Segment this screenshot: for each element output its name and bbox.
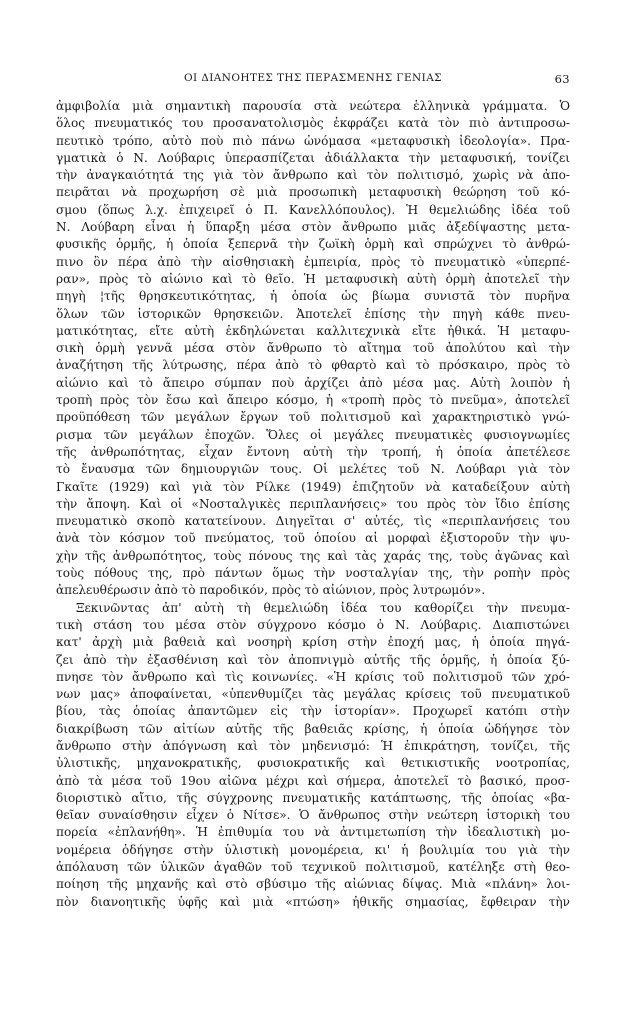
- text-line: ἀπόλαυση τῶν ὑλικῶν ἀγαθῶν τοῦ τεχνικοῦ πολιτισμοῦ, κατέληξε στὴ θεο-: [56, 860, 570, 875]
- text-line: ζει ἀπὸ τὴν ἐξασθένιση καὶ τὸν ἀποπνιγμὸ αὐτῆς τῆς ὁρμῆς, ἡ ὁποία ξύ-: [56, 652, 570, 667]
- text-line: νομέρεια ὁδήγησε στὴν ὑλιστικὴ μονομέρεια, κι' ἡ βουλιμία του γιὰ τὴν: [56, 842, 570, 857]
- text-line: ὅλος πνευματικός του προσανατολισμὸς ἐκφράζει κατὰ τὸν πιὸ ἀντιπροσω-: [56, 116, 570, 131]
- text-line: κατ' ἀρχὴ μιὰ βαθειὰ καὶ νοσηρὴ κρίση στὴν ἐποχή μας, ἡ ὁποία πηγά-: [56, 635, 570, 650]
- text-line: ὅλων τῶν ἱστορικῶν θρησκειῶν. Ἀποτελεῖ ἐπίσης τὴν πηγὴ κάθε πνευ-: [56, 306, 570, 321]
- text-line: τικὴ στάση του μέσα στὸν σύγχρονο κόσμο ὁ Ν. Λούβαρις. Διαπιστώνει: [56, 617, 570, 632]
- text-line: διοριστικὸ αἴτιο, τῆς σύγχρονης πνευματικῆς κατάπτωσης, τῆς ὁποίας «βα-: [56, 790, 570, 805]
- text-line: πνησε τὸν ἄνθρωπο καὶ τὶς κοινωνίες. «Ἡ κρίσις τοῦ πολιτισμοῦ τῶν χρό-: [56, 669, 570, 684]
- text-line: ματικότητας, εἴτε αὐτὴ ἐκδηλώνεται καλλιτεχνικὰ εἴτε ἠθικά. Ἡ μεταφυ-: [56, 323, 570, 338]
- text-line: τὴν ἀναγκαιότητά της γιὰ τὸν ἄνθρωπο καὶ τὸν πολιτισμό, χωρὶς νὰ ἀπο-: [56, 168, 570, 183]
- paragraph: [56, 98, 570, 600]
- text-line: φυσικῆς ὁρμῆς, ἡ ὁποία ξεπερνᾶ τὴν ζωϊκὴ ὁρμὴ καὶ σπρώχνει τὸ ἀνθρώ-: [56, 237, 570, 252]
- text-line: πειρᾶται νὰ προχωρήση σὲ μιὰ προσωπικὴ μεταφυσικὴ θεώρηση τοῦ κό-: [56, 185, 570, 200]
- page-header: [56, 72, 570, 88]
- text-line: ἀπελευθέρωσιν ἀπὸ τὸ παροδικόν, πρὸς τὸ αἰώνιον, πρὸς λυτρωμόν».: [56, 583, 486, 598]
- text-line: γματικὰ ὁ Ν. Λούβαρις ὑπερασπίζεται ἀδιάλλακτα τὴν μεταφυσική, τονίζει: [56, 150, 570, 165]
- running-title: ΟΙ ΔΙΑΝΟΗΤΕΣ ΤΗΣ ΠΕΡΑΣΜΕΝΗΣ ΓΕΝΙΑΣ: [183, 72, 443, 84]
- text-line: πνευματικὸ σκοπὸ κατατείνουν. Διηγεῖται σ' αὐτές, τὶς «περιπλανήσεις του: [56, 514, 570, 529]
- text-line: σμου (ὅπως λ.χ. ἐπιχειρεῖ ὁ Π. Κανελλόπουλος). Ἡ θεμελιώδης ἰδέα τοῦ: [56, 202, 570, 217]
- text-line: ἀνὰ τὸν κόσμον τοῦ πνεύματος, τοῦ ὁποίου αἱ μορφαὶ ἐξιστοροῦν τὴν ψυ-: [56, 531, 570, 546]
- text-line: Ξεκινῶντας ἀπ' αὐτὴ τὴ θεμελιώδη ἰδέα του καθορίζει τὴν πνευμα-: [76, 600, 570, 615]
- text-line: τῆς ἀνθρωπότητας, εἶχαν ἔντονη αὐτὴ τὴν τροπή, ἡ ὁποία ἀπετέλεσε: [56, 444, 570, 459]
- text-line: τοὺς πόθους της, πρὸ πάντων ὅμως τὴν νοσταλγίαν της, τὴν ροπὴν πρὸς: [56, 566, 570, 581]
- text-line: χὴν τῆς ἀνθρωπότητος, τοὺς πόνους της καὶ τὰς χαράς της, τοὺς ἀγῶνας καὶ: [56, 548, 570, 563]
- paragraph: [56, 600, 570, 911]
- text-line: διακρίβωση τῶν αἰτίων αὐτῆς τῆς βαθειᾶς κρίσης, ἡ ὁποία ὡδήγησε τὸν: [56, 721, 570, 736]
- text-line: σικὴ ὁρμὴ γεννᾶ μέσα στὸν ἄνθρωπο τὸ αἴτημα τοῦ ἀπολύτου καὶ τὴν: [56, 341, 570, 356]
- page-number: 63: [554, 72, 570, 86]
- text-line: ἀπὸ τὰ μέσα τοῦ 19ου αἰῶνα μέχρι καὶ σήμερα, ἀποτελεῖ τὸ βασικό, προσ-: [56, 773, 570, 788]
- text-line: πορεία «ἐπλανήθη». Ἡ ἐπιθυμία του νὰ ἀντιμετωπίση τὴν ἰδεαλιστικὴ μο-: [56, 825, 570, 840]
- text-line: νων μας» ἀποφαίνεται, «ὑπενθυμίζει τὰς μεγάλας κρίσεις τοῦ πνευματικοῦ: [56, 687, 570, 702]
- text-line: Ν. Λούβαρη εἶναι ἡ ὕπαρξη μέσα στὸν ἄνθρωπο μιᾶς ἀξεδίψαστης μετα-: [56, 220, 570, 235]
- text-line: ποίηση τῆς μηχανῆς καὶ στὸ σβύσιμο τῆς αἰώνιας δίψας. Μιὰ «πλάνη» λοι-: [56, 877, 570, 892]
- text-line: πινο ὂν πέρα ἀπὸ τὴν αἰσθησιακὴ ἐμπειρία, πρὸς τὸ πνευματικὸ «ὑπερπέ-: [56, 254, 570, 269]
- text-line: τὸ ἔναυσμα τῶν δημιουργιῶν τους. Οἱ μελέτες τοῦ Ν. Λούβαρι γιὰ τὸν: [56, 462, 570, 477]
- text-line: πευτικὸ τρόπο, αὐτὸ ποὺ πιὸ πάνω ὠνόμασα «μεταφυσικὴ ἰδεολογία». Πρα-: [56, 133, 570, 148]
- text-line: τροπὴ πρὸς τὸν ἔσω καὶ ἄπειρο κόσμο, ἡ «τροπὴ πρὸς τὸ πνεῦμα», ἀποτελεῖ: [56, 393, 570, 408]
- text-line: πὸν διανοητικῆς ὑφῆς καὶ μιὰ «πτώση» ἠθικῆς σημασίας, ἔφθειραν τὴν: [56, 894, 570, 909]
- text-line: βίου, τὰς ὁποίας ἀπαντῶμεν εἰς τὴν ἱστορίαν». Προχωρεῖ κατόπι στὴν: [56, 704, 570, 719]
- text-line: ραν», πρὸς τὸ αἰώνιο καὶ τὸ θεῖο. Ἡ μεταφυσικὴ αὐτὴ ὁρμὴ ἀποτελεῖ τὴν: [56, 271, 570, 286]
- text-line: θεῖαν συναίσθησιν εἶχεν ὁ Νίτσε». Ὁ ἄνθρωπος στὴν νεώτερη ἱστορικὴ του: [56, 808, 570, 823]
- text-line: ἀναζήτηση τῆς λύτρωσης, πέρα ἀπὸ τὸ φθαρτὸ καὶ τὸ πρόσκαιρο, πρὸς τὸ: [56, 358, 570, 373]
- text-line: Γκαῖτε (1929) καὶ γιὰ τὸν Ρίλκε (1949) ἐπιζητοῦν νὰ καταδείξουν αὐτὴ: [56, 479, 570, 494]
- text-line: προϋπόθεση τῶν μεγάλων ἔργων τοῦ πολιτισμοῦ καὶ χαρακτηριστικὸ γνώ-: [56, 410, 570, 425]
- text-line: ἀμφιβολία μιὰ σημαντικὴ παρουσία στὰ νεώτερα ἑλληνικὰ γράμματα. Ὁ: [56, 99, 570, 113]
- text-line: ἄνθρωπο στὴν ἀπόγνωση καὶ τὸν μηδενισμό: Ἡ ἐπικράτηση, τονίζει, τῆς: [56, 738, 570, 753]
- text-line: τὴν ἄποψη. Καὶ οἱ «Νοσταλγικὲς περιπλανήσεις» του πρὸς τὸν ἴδιο ἐπίσης: [56, 496, 570, 511]
- text-line: αἰώνιο καὶ τὸ ἄπειρο σύμπαν ποὺ ἀρχίζει ἀπὸ μέσα μας. Αὐτὴ λοιπὸν ἡ: [56, 375, 570, 390]
- text-line: ρισμα τῶν μεγάλων ἐποχῶν. Ὅλες οἱ μεγάλες πνευματικὲς φυσιογνωμίες: [56, 427, 570, 442]
- text-line: πηγὴ ¦τῆς θρησκευτικότητας, ἡ ὁποία ὡς βίωμα συνιστᾶ τὸν πυρῆνα: [56, 289, 570, 304]
- text-line: ὑλιστικῆς, μηχανοκρατικῆς, φυσιοκρατικῆς καὶ θετικιστικῆς νοοτροπίας,: [56, 756, 570, 771]
- body-text: [56, 98, 570, 911]
